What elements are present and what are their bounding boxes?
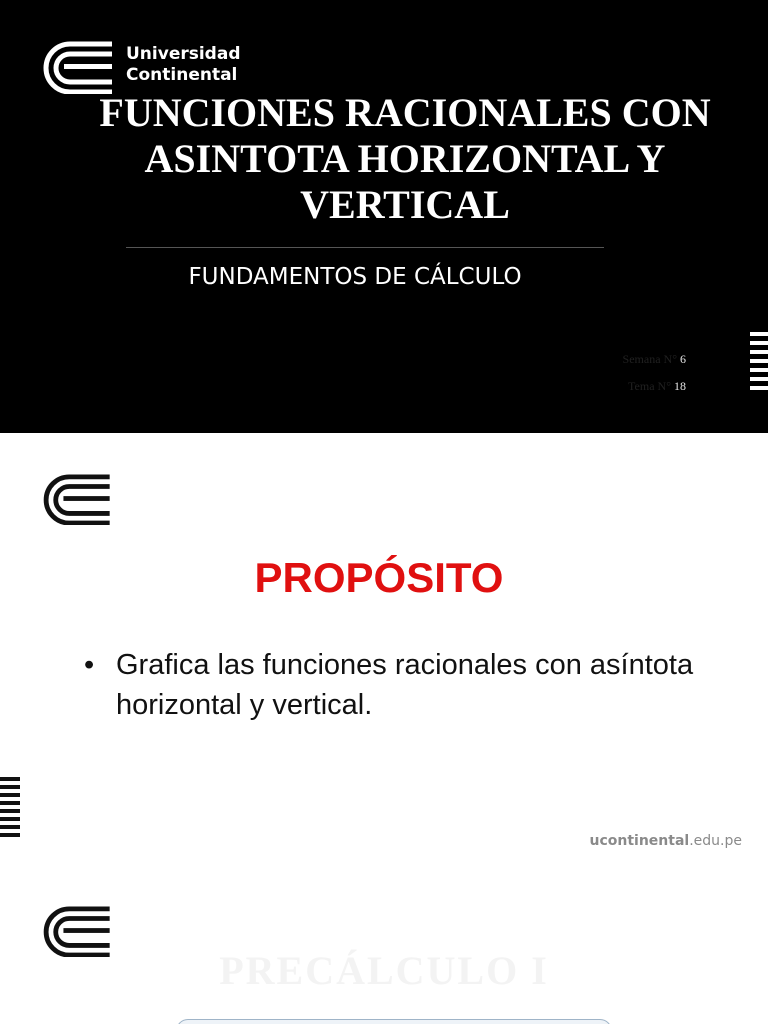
title-divider	[126, 247, 604, 248]
content-panel	[176, 1019, 612, 1024]
website-url	[590, 833, 743, 849]
purpose-heading: PROPÓSITO	[254, 554, 504, 601]
bullet-icon: •	[84, 649, 95, 681]
university-logo-icon	[40, 40, 112, 94]
brand-line-1: Universidad	[126, 44, 241, 64]
title-slide	[0, 0, 768, 433]
semana-value: 6	[680, 352, 686, 366]
semana-label: Semana N°	[622, 352, 677, 366]
stripes-icon	[750, 332, 768, 395]
tema-label: Tema N°	[628, 379, 671, 393]
brand-name	[126, 44, 240, 86]
slide-title: FUNCIONES RACIONALES CON ASINTOTA HORIZONTAL Y VERTICAL	[99, 90, 711, 227]
tema-row	[628, 379, 686, 393]
purpose-text: Grafica las funciones racionales con asíntota horizontal y vertical.	[116, 649, 694, 721]
tema-value: 18	[674, 379, 686, 393]
course-subtitle: FUNDAMENTOS DE CÁLCULO	[188, 264, 522, 290]
next-slide	[0, 869, 768, 1024]
stripes-icon	[0, 777, 20, 841]
semana-row	[623, 352, 686, 366]
university-logo-icon	[40, 473, 110, 525]
website-url-bold: ucontinental	[589, 833, 690, 849]
brand-line-2: Continental	[126, 65, 238, 85]
purpose-slide	[0, 433, 768, 869]
ghost-title: PRECÁLCULO I	[219, 948, 549, 993]
website-url-suffix: .edu.pe	[689, 833, 742, 849]
